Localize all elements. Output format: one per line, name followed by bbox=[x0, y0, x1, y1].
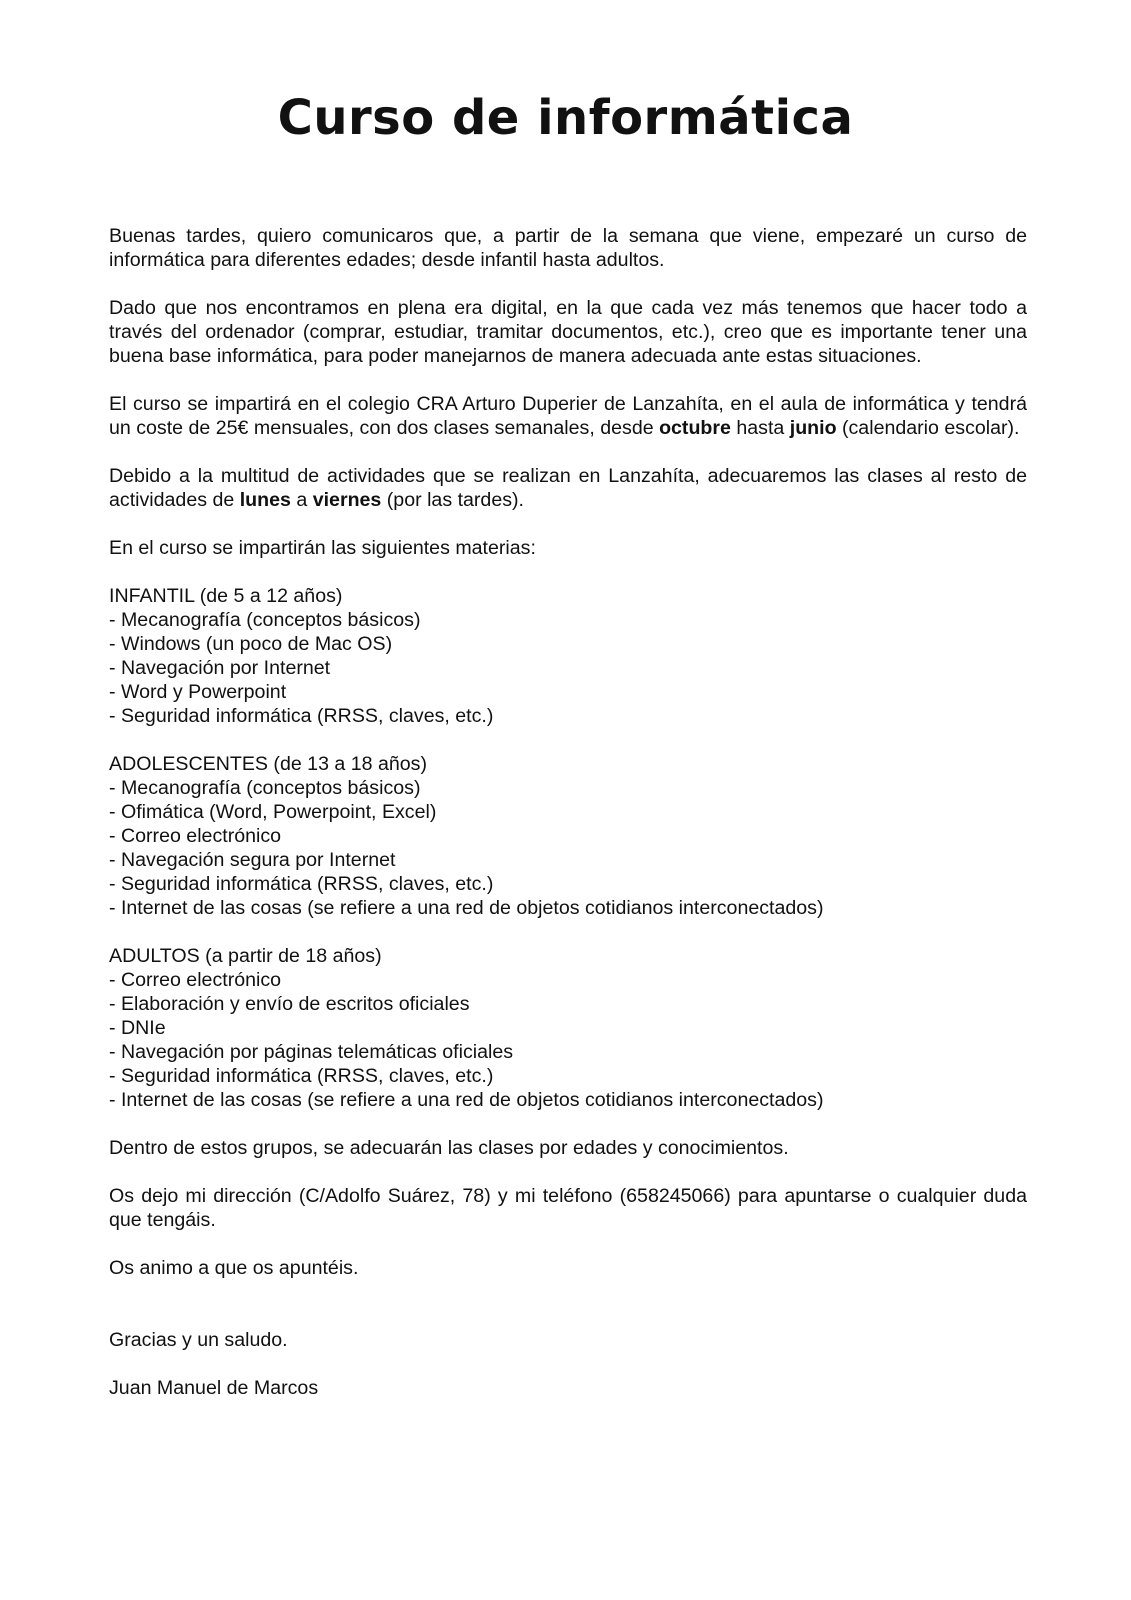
course-info-between: hasta bbox=[730, 417, 790, 439]
list-item: - Correo electrónico bbox=[109, 824, 1027, 848]
subject-list bbox=[109, 776, 1027, 920]
list-item: - Elaboración y envío de escritos oficiales bbox=[109, 992, 1027, 1016]
list-item: - Ofimática (Word, Powerpoint, Excel) bbox=[109, 800, 1027, 824]
group-adolescentes bbox=[109, 752, 1027, 920]
signature: Juan Manuel de Marcos bbox=[109, 1377, 319, 1399]
group-infantil bbox=[109, 584, 1027, 728]
course-info-after: (calendario escolar). bbox=[836, 417, 1020, 439]
list-item: - Seguridad informática (RRSS, claves, etc.) bbox=[109, 704, 1027, 728]
schedule-paragraph bbox=[109, 464, 1027, 512]
contact-paragraph: Os dejo mi dirección (C/Adolfo Suárez, 78) y mi teléfono (658245066) para apuntarse o cualquier duda que tengáis. bbox=[109, 1185, 1027, 1231]
list-item: - Internet de las cosas (se refiere a una red de objetos cotidianos interconectados) bbox=[109, 896, 1027, 920]
day-to: viernes bbox=[312, 489, 382, 511]
schedule-text: Debido a la multitud de actividades que se realizan en Lanzahíta, adecuaremos las clases al resto de actividades de bbox=[109, 465, 1027, 511]
list-item: - Navegación segura por Internet bbox=[109, 848, 1027, 872]
intro-paragraph: Buenas tardes, quiero comunicaros que, a partir de la semana que viene, empezaré un curso de informática para diferentes edades; desde infantil hasta adultos. bbox=[109, 225, 1027, 271]
course-info-paragraph bbox=[109, 392, 1027, 440]
schedule-after: (por las tardes). bbox=[381, 489, 524, 511]
subjects-intro: En el curso se impartirán las siguientes materias: bbox=[109, 537, 536, 559]
subject-list bbox=[109, 968, 1027, 1112]
context-paragraph: Dado que nos encontramos en plena era digital, en la que cada vez más tenemos que hacer todo a través del ordenador (comprar, estudiar, tramitar documentos, etc.), creo que es importante tener una buena base informática, para poder manejarnos de manera adecuada ante estas situaciones. bbox=[109, 297, 1027, 367]
group-adultos bbox=[109, 944, 1027, 1112]
subject-list bbox=[109, 608, 1027, 728]
schedule-between: a bbox=[290, 489, 313, 511]
group-heading: ADULTOS (a partir de 18 años) bbox=[109, 945, 382, 967]
start-month: octubre bbox=[659, 417, 731, 439]
list-item: - Mecanografía (conceptos básicos) bbox=[109, 776, 1027, 800]
end-month: junio bbox=[789, 417, 837, 439]
day-from: lunes bbox=[239, 489, 291, 511]
list-item: - Windows (un poco de Mac OS) bbox=[109, 632, 1027, 656]
closing-paragraph: Gracias y un saludo. bbox=[109, 1329, 288, 1351]
course-info-text: El curso se impartirá en el colegio CRA Arturo Duperier de Lanzahíta, en el aula de informática y tendrá un coste de 25€ mensuales, con dos clases semanales, desde bbox=[109, 393, 1027, 439]
list-item: - Correo electrónico bbox=[109, 968, 1027, 992]
document-body bbox=[109, 224, 1027, 1424]
list-item: - Navegación por Internet bbox=[109, 656, 1027, 680]
list-item: - Navegación por páginas telemáticas oficiales bbox=[109, 1040, 1027, 1064]
list-item: - Seguridad informática (RRSS, claves, etc.) bbox=[109, 872, 1027, 896]
encouragement-paragraph: Os animo a que os apuntéis. bbox=[109, 1257, 359, 1279]
list-item: - Word y Powerpoint bbox=[109, 680, 1027, 704]
list-item: - Mecanografía (conceptos básicos) bbox=[109, 608, 1027, 632]
groups-note: Dentro de estos grupos, se adecuarán las clases por edades y conocimientos. bbox=[109, 1137, 789, 1159]
list-item: - Seguridad informática (RRSS, claves, etc.) bbox=[109, 1064, 1027, 1088]
group-heading: ADOLESCENTES (de 13 a 18 años) bbox=[109, 753, 428, 775]
document-title: Curso de informática bbox=[277, 90, 854, 146]
list-item: - DNIe bbox=[109, 1016, 1027, 1040]
group-heading: INFANTIL (de 5 a 12 años) bbox=[109, 585, 343, 607]
list-item: - Internet de las cosas (se refiere a una red de objetos cotidianos interconectados) bbox=[109, 1088, 1027, 1112]
